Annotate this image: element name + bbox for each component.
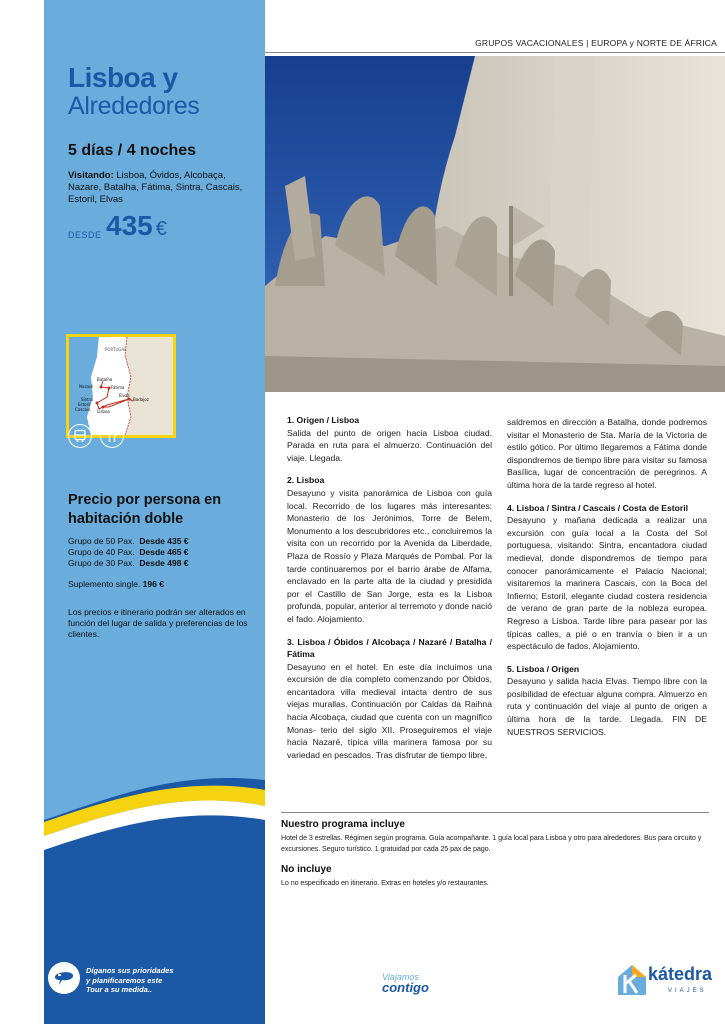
map-label-sintra: Sintra [81,397,93,402]
map-label-estoril: Estoril [78,402,91,407]
map-label-batalha: Batalha [97,377,113,382]
map-label-nazare: Nazaré [79,384,94,389]
day-title: 3. Lisboa / Óbidos / Alcobaça / Nazaré / Batalha / Fátima [287,636,492,660]
brand-subtitle: VIAJES [668,988,707,994]
itinerary-column-right [507,416,707,738]
monument-photo [265,56,725,392]
trip-title: Lisboa y [68,62,178,93]
visiting-label: Visitando: [68,170,114,181]
price-value: 435 [106,210,153,241]
map-label-lisboa: Lisboa [97,409,110,414]
day-text: Desayuno en el hotel. En este día incluimos una excursión de día completo comenzando por Óbidos, encantadora villa medieval intacta dentro de sus viejas murallas. Continuación por Caldas da Raihna hacia Alcobaça, ciudad que cuenta con un magnífico Monas- terio del siglo XII. Proseguiremos el viaje hacia Nazaré, típica villa marinera famosa por su variedad en pescados. Tras disfrutar de tiempo libre, [287,661,492,760]
tagline-text: Díganos sus prioridades y planificaremos este Tour a su medida.. [86,966,174,994]
price-amount [106,210,167,242]
portugal-map [69,337,173,435]
day-title: 1. Origen / Lisboa [287,415,360,425]
includes-title: Nuestro programa incluye [281,819,405,830]
includes-text: Hotel de 3 estrellas. Régimen según programa. Guía acompañante. 1 guía local para Lisboa y otro para alrededores. Bus para circuito y excursiones. Seguro turístico. 1 gratuidad por cada 25 pax de pago. [281,833,702,853]
speech-bubble-icon [48,962,80,994]
bus-icon [68,424,92,448]
map-label-fatima: Fátima [111,385,125,390]
day-text-continuation: saldremos en dirección a Batalha, donde podremos visitar el Monasterio de Sta. María de la Victoria de estilo gótico. Por último llegaremos a Fátima donde dispondremos de tiempo libre para visitar su famosa Basílica, lugar de concentración de peregrinos. A última hora de la tarde regreso al hotel. [507,417,707,490]
group-price-row: Grupo de 50 Pax. Desde 435 € [68,536,189,546]
sidebar [44,0,265,1024]
includes-divider [281,812,709,813]
not-included-text: Lo no especificado en itinerario. Extras en hoteles y/o restaurantes. [281,878,489,887]
day-title: 2. Lisboa [287,475,325,486]
day-title: 4. Lisboa / Sintra / Cascais / Costa de Estoril [507,502,689,513]
brand-name: kátedra [648,964,713,984]
group-price-row: Grupo de 30 Pax. Desde 498 € [68,558,189,568]
itinerary-column-left [287,414,492,761]
header-category: GRUPOS VACACIONALES | EUROPA y NORTE DE ÁFRICA [475,38,717,48]
day-text: Desayuno y mañana dedicada a realizar una excursión con guía local a la Costa del Sol portuguesa, visitando: Sintra, encantadora ciudad medieval, donde dispondremos de tiempo para conocer panorámicamente el Palacio Nacional; visitaremos la marinera Cascais, con la Boca del Infierno; Estoril, elegante ciudad costera residencia de verano de gran parte de la nobleza europea. Regreso a Lisboa. Tarde libre para pasear por las típicas calles, a pié o en tranvía o bien ir a un espectáculo de fados. Alojamiento. [507,515,707,652]
not-included-title: No incluye [281,864,332,875]
map-label-cascais: Cascais [75,407,91,412]
cutlery-icon [100,424,124,448]
map-label-country: PORTUGAL [105,347,127,352]
day-text: Salida del punto de origen hacia Lisboa ciudad. Parada en ruta para el almuerzo. Continuación del viaje. Llegada. [287,427,492,463]
slogan-logo: Viajamos contigo [382,972,429,995]
day-text: Desayuno y visita panorámica de Lisboa con guía local. Recorrido de los lugares más interesantes: Monasterio de los Jerónimos, Torre de Belem, Monumento a los descubridores etc., concluiremos la visita con un recorrido por la Avenida da Liberdade, Plaza de Rossío y Plaza Marqués de Pombal. Por la tarde continuaremos por el barrio árabe de Alfama, enclavado en la parte alta de la ciudad y presidida por el Castillo de San Jorge, esta es la Lisboa profunda, popular, anterior al terremoto y donde nació el fado. Alojamiento. [287,487,492,624]
map-label-badajoz: Badajoz [133,397,149,402]
header-divider [265,52,725,53]
group-prices [68,536,189,569]
price-note: Los precios e itinerario podrán ser alterados en función del lugar de salida y preferencias de los clientes. [68,607,248,639]
program-includes [281,812,709,889]
day-title: 5. Lisboa / Origen [507,663,580,674]
price-heading: Precio por persona en habitación doble [68,492,222,527]
service-icons [68,424,124,448]
price-currency: € [155,218,167,240]
trip-duration: 5 días / 4 noches [68,142,197,159]
group-price-row: Grupo de 40 Pax. Desde 465 € [68,547,189,557]
tagline-badge [48,962,80,994]
single-supplement: Suplemento single. 196 € [68,579,164,589]
trip-subtitle: Alrededores [68,92,200,120]
day-text: Desayuno y salida hacia Elvas. Tiempo libre con la posibilidad de efectuar alguna compra. Almuerzo en ruta y continuación del viaje al punto de origen a última hora de la tarde. Llegada. FIN DE NUESTROS SERVICIOS. [507,676,707,737]
map-label-elvas: Elvas [119,393,130,398]
hero-photo [265,56,725,392]
yellow-swoosh [44,760,265,860]
price-from-label: DESDE [68,230,102,240]
route-map [66,334,176,438]
visiting-list: Lisboa, Óvidos, Alcobaça, Nazare, Batalha, Fátima, Sintra, Cascais, Estoril, Elvas [68,170,243,205]
visiting-places [68,170,258,206]
